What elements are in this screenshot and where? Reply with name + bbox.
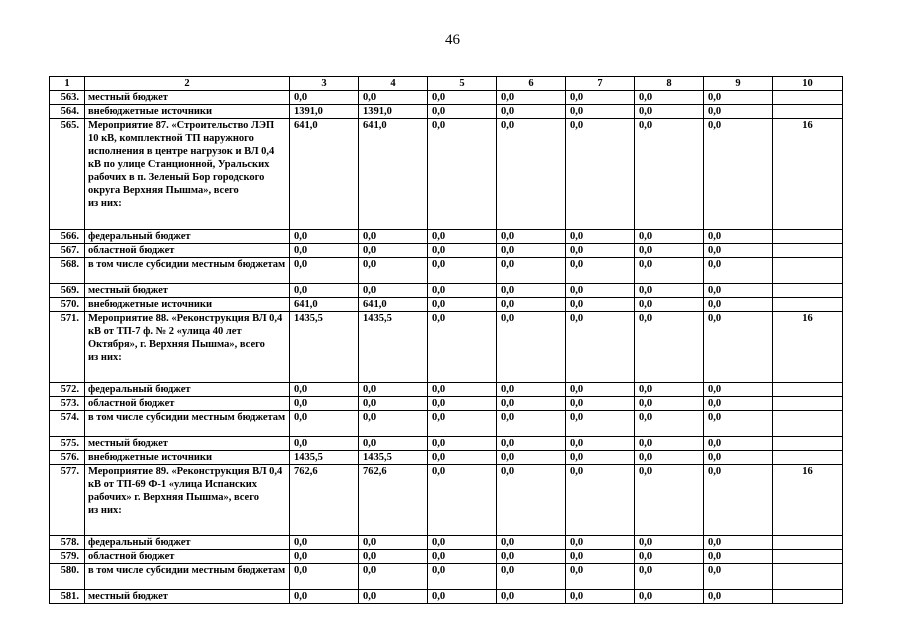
value-cell: 0,0	[635, 284, 704, 298]
value-cell: 0,0	[428, 244, 497, 258]
table-row	[50, 105, 843, 119]
column-10-cell	[773, 383, 843, 397]
value-cell: 0,0	[704, 258, 773, 284]
value-cell: 0,0	[566, 590, 635, 604]
value-cell: 641,0	[290, 298, 359, 312]
value-cell: 0,0	[497, 397, 566, 411]
header-cell: 1	[50, 77, 85, 91]
value-cell: 0,0	[704, 312, 773, 383]
row-name: местный бюджет	[85, 284, 290, 298]
value-cell: 0,0	[290, 230, 359, 244]
column-10-cell	[773, 244, 843, 258]
row-number: 568.	[50, 258, 85, 284]
value-cell: 0,0	[359, 284, 428, 298]
value-cell: 0,0	[566, 465, 635, 536]
row-name: областной бюджет	[85, 244, 290, 258]
value-cell: 0,0	[359, 258, 428, 284]
value-cell: 0,0	[704, 119, 773, 230]
value-cell: 1391,0	[290, 105, 359, 119]
row-number: 574.	[50, 411, 85, 437]
value-cell: 0,0	[566, 383, 635, 397]
value-cell: 0,0	[635, 119, 704, 230]
value-cell: 0,0	[566, 411, 635, 437]
table-row	[50, 383, 843, 397]
value-cell: 0,0	[704, 230, 773, 244]
value-cell: 0,0	[290, 590, 359, 604]
value-cell: 0,0	[635, 550, 704, 564]
value-cell: 1435,5	[290, 451, 359, 465]
header-cell: 6	[497, 77, 566, 91]
value-cell: 0,0	[635, 298, 704, 312]
value-cell: 0,0	[497, 258, 566, 284]
value-cell: 0,0	[704, 105, 773, 119]
value-cell: 0,0	[497, 451, 566, 465]
value-cell: 0,0	[497, 590, 566, 604]
value-cell: 0,0	[428, 284, 497, 298]
row-number: 569.	[50, 284, 85, 298]
page-number: 46	[445, 32, 460, 48]
column-10-cell	[773, 284, 843, 298]
value-cell: 0,0	[290, 284, 359, 298]
row-number: 576.	[50, 451, 85, 465]
column-10-cell	[773, 437, 843, 451]
value-cell: 0,0	[359, 230, 428, 244]
row-name: местный бюджет	[85, 91, 290, 105]
value-cell: 0,0	[635, 411, 704, 437]
value-cell: 0,0	[566, 298, 635, 312]
value-cell: 0,0	[359, 536, 428, 550]
header-cell: 3	[290, 77, 359, 91]
row-name: местный бюджет	[85, 437, 290, 451]
header-cell: 7	[566, 77, 635, 91]
value-cell: 0,0	[566, 284, 635, 298]
value-cell: 0,0	[566, 437, 635, 451]
value-cell: 0,0	[566, 230, 635, 244]
table-row	[50, 411, 843, 437]
row-number: 581.	[50, 590, 85, 604]
value-cell: 762,6	[290, 465, 359, 536]
value-cell: 0,0	[290, 383, 359, 397]
value-cell: 0,0	[566, 451, 635, 465]
value-cell: 0,0	[290, 397, 359, 411]
value-cell: 0,0	[428, 383, 497, 397]
table-row	[50, 536, 843, 550]
row-number: 572.	[50, 383, 85, 397]
row-number: 565.	[50, 119, 85, 230]
value-cell: 0,0	[635, 397, 704, 411]
table-row	[50, 564, 843, 590]
table-row	[50, 465, 843, 536]
value-cell: 1435,5	[290, 312, 359, 383]
value-cell: 0,0	[566, 244, 635, 258]
value-cell: 0,0	[497, 244, 566, 258]
header-cell: 2	[85, 77, 290, 91]
value-cell: 0,0	[428, 119, 497, 230]
table-row	[50, 119, 843, 230]
table-row	[50, 550, 843, 564]
value-cell: 0,0	[428, 437, 497, 451]
value-cell: 0,0	[428, 564, 497, 590]
value-cell: 0,0	[359, 91, 428, 105]
row-number: 577.	[50, 465, 85, 536]
value-cell: 0,0	[497, 550, 566, 564]
header-cell: 5	[428, 77, 497, 91]
row-name: местный бюджет	[85, 590, 290, 604]
column-10-cell	[773, 411, 843, 437]
value-cell: 641,0	[290, 119, 359, 230]
column-10-cell	[773, 258, 843, 284]
value-cell: 0,0	[566, 119, 635, 230]
value-cell: 0,0	[635, 312, 704, 383]
value-cell: 0,0	[704, 298, 773, 312]
value-cell: 0,0	[635, 437, 704, 451]
column-10-cell	[773, 451, 843, 465]
row-name: внебюджетные источники	[85, 298, 290, 312]
value-cell: 0,0	[497, 91, 566, 105]
table-body	[50, 91, 843, 604]
row-name: федеральный бюджет	[85, 383, 290, 397]
row-name: областной бюджет	[85, 550, 290, 564]
header-cell: 8	[635, 77, 704, 91]
value-cell: 0,0	[566, 312, 635, 383]
row-name: в том числе субсидии местным бюджетам	[85, 258, 290, 284]
column-10-cell: 16	[773, 119, 843, 230]
value-cell: 0,0	[635, 536, 704, 550]
row-name: Мероприятие 89. «Реконструкция ВЛ 0,4 кВ от ТП-69 Ф-1 «улица Испанских рабочих» г. Верхняя Пышма», всего из них:	[85, 465, 290, 536]
value-cell: 0,0	[497, 536, 566, 550]
column-10-cell: 16	[773, 312, 843, 383]
value-cell: 0,0	[428, 536, 497, 550]
value-cell: 0,0	[497, 119, 566, 230]
value-cell: 0,0	[704, 451, 773, 465]
value-cell: 0,0	[290, 411, 359, 437]
value-cell: 0,0	[704, 564, 773, 590]
value-cell: 0,0	[290, 550, 359, 564]
value-cell: 0,0	[635, 244, 704, 258]
value-cell: 0,0	[428, 105, 497, 119]
table-row	[50, 312, 843, 383]
table-row	[50, 244, 843, 258]
row-number: 567.	[50, 244, 85, 258]
value-cell: 1435,5	[359, 312, 428, 383]
value-cell: 0,0	[497, 105, 566, 119]
value-cell: 0,0	[290, 258, 359, 284]
value-cell: 0,0	[566, 564, 635, 590]
header-cell: 9	[704, 77, 773, 91]
row-name: внебюджетные источники	[85, 105, 290, 119]
row-number: 566.	[50, 230, 85, 244]
value-cell: 0,0	[704, 411, 773, 437]
value-cell: 0,0	[635, 465, 704, 536]
table-row	[50, 437, 843, 451]
table-row	[50, 298, 843, 312]
column-10-cell	[773, 590, 843, 604]
value-cell: 0,0	[290, 244, 359, 258]
value-cell: 0,0	[704, 284, 773, 298]
value-cell: 0,0	[704, 437, 773, 451]
value-cell: 0,0	[497, 312, 566, 383]
value-cell: 0,0	[704, 383, 773, 397]
table-row	[50, 284, 843, 298]
value-cell: 0,0	[359, 397, 428, 411]
value-cell: 0,0	[359, 564, 428, 590]
column-10-cell	[773, 397, 843, 411]
value-cell: 0,0	[497, 230, 566, 244]
row-name: областной бюджет	[85, 397, 290, 411]
value-cell: 0,0	[704, 590, 773, 604]
row-name: внебюджетные источники	[85, 451, 290, 465]
table-row	[50, 397, 843, 411]
value-cell: 0,0	[359, 550, 428, 564]
value-cell: 0,0	[359, 437, 428, 451]
column-10-cell	[773, 536, 843, 550]
value-cell: 0,0	[290, 536, 359, 550]
value-cell: 0,0	[428, 312, 497, 383]
column-10-cell	[773, 564, 843, 590]
value-cell: 0,0	[497, 437, 566, 451]
value-cell: 1391,0	[359, 105, 428, 119]
value-cell: 0,0	[428, 230, 497, 244]
value-cell: 0,0	[635, 105, 704, 119]
column-10-cell	[773, 298, 843, 312]
table-row	[50, 91, 843, 105]
value-cell: 0,0	[359, 411, 428, 437]
table-row	[50, 451, 843, 465]
value-cell: 0,0	[428, 91, 497, 105]
row-number: 579.	[50, 550, 85, 564]
value-cell: 0,0	[497, 411, 566, 437]
row-number: 573.	[50, 397, 85, 411]
row-number: 580.	[50, 564, 85, 590]
row-name: Мероприятие 87. «Строительство ЛЭП 10 кВ, комплектной ТП наружного исполнения в центре нагрузок и ВЛ 0,4 кВ по улице Станционной, Уральских рабочих в п. Зеленый Бор городского округа Верхняя Пышма», всего из них:	[85, 119, 290, 230]
table-row	[50, 590, 843, 604]
value-cell: 0,0	[635, 564, 704, 590]
value-cell: 0,0	[359, 244, 428, 258]
value-cell: 0,0	[497, 298, 566, 312]
value-cell: 0,0	[704, 550, 773, 564]
column-10-cell	[773, 91, 843, 105]
row-number: 578.	[50, 536, 85, 550]
value-cell: 0,0	[497, 564, 566, 590]
column-10-cell	[773, 230, 843, 244]
value-cell: 641,0	[359, 298, 428, 312]
header-cell: 10	[773, 77, 843, 91]
row-number: 575.	[50, 437, 85, 451]
value-cell: 0,0	[635, 590, 704, 604]
budget-table	[49, 76, 843, 604]
row-number: 571.	[50, 312, 85, 383]
value-cell: 0,0	[428, 590, 497, 604]
value-cell: 0,0	[566, 105, 635, 119]
value-cell: 0,0	[566, 91, 635, 105]
value-cell: 0,0	[566, 397, 635, 411]
table-row	[50, 230, 843, 244]
value-cell: 0,0	[428, 465, 497, 536]
value-cell: 0,0	[704, 244, 773, 258]
value-cell: 641,0	[359, 119, 428, 230]
row-number: 570.	[50, 298, 85, 312]
value-cell: 0,0	[566, 550, 635, 564]
value-cell: 0,0	[635, 383, 704, 397]
value-cell: 0,0	[428, 451, 497, 465]
value-cell: 0,0	[704, 465, 773, 536]
value-cell: 0,0	[428, 298, 497, 312]
value-cell: 0,0	[428, 258, 497, 284]
value-cell: 0,0	[704, 536, 773, 550]
header-cell: 4	[359, 77, 428, 91]
column-10-cell	[773, 550, 843, 564]
value-cell: 0,0	[428, 397, 497, 411]
value-cell: 0,0	[566, 258, 635, 284]
row-name: в том числе субсидии местным бюджетам	[85, 411, 290, 437]
row-number: 564.	[50, 105, 85, 119]
value-cell: 0,0	[635, 451, 704, 465]
value-cell: 0,0	[428, 550, 497, 564]
table-row	[50, 258, 843, 284]
value-cell: 762,6	[359, 465, 428, 536]
row-number: 563.	[50, 91, 85, 105]
value-cell: 0,0	[497, 465, 566, 536]
row-name: федеральный бюджет	[85, 536, 290, 550]
value-cell: 0,0	[704, 397, 773, 411]
value-cell: 0,0	[359, 383, 428, 397]
value-cell: 0,0	[635, 230, 704, 244]
header-row	[50, 77, 843, 91]
value-cell: 0,0	[290, 437, 359, 451]
value-cell: 0,0	[428, 411, 497, 437]
value-cell: 1435,5	[359, 451, 428, 465]
column-10-cell: 16	[773, 465, 843, 536]
value-cell: 0,0	[497, 284, 566, 298]
value-cell: 0,0	[704, 91, 773, 105]
row-name: в том числе субсидии местным бюджетам	[85, 564, 290, 590]
row-name: федеральный бюджет	[85, 230, 290, 244]
value-cell: 0,0	[290, 91, 359, 105]
value-cell: 0,0	[635, 91, 704, 105]
value-cell: 0,0	[290, 564, 359, 590]
value-cell: 0,0	[635, 258, 704, 284]
column-10-cell	[773, 105, 843, 119]
value-cell: 0,0	[359, 590, 428, 604]
value-cell: 0,0	[566, 536, 635, 550]
row-name: Мероприятие 88. «Реконструкция ВЛ 0,4 кВ от ТП-7 ф. № 2 «улица 40 лет Октября», г. Верхняя Пышма», всего из них:	[85, 312, 290, 383]
value-cell: 0,0	[497, 383, 566, 397]
